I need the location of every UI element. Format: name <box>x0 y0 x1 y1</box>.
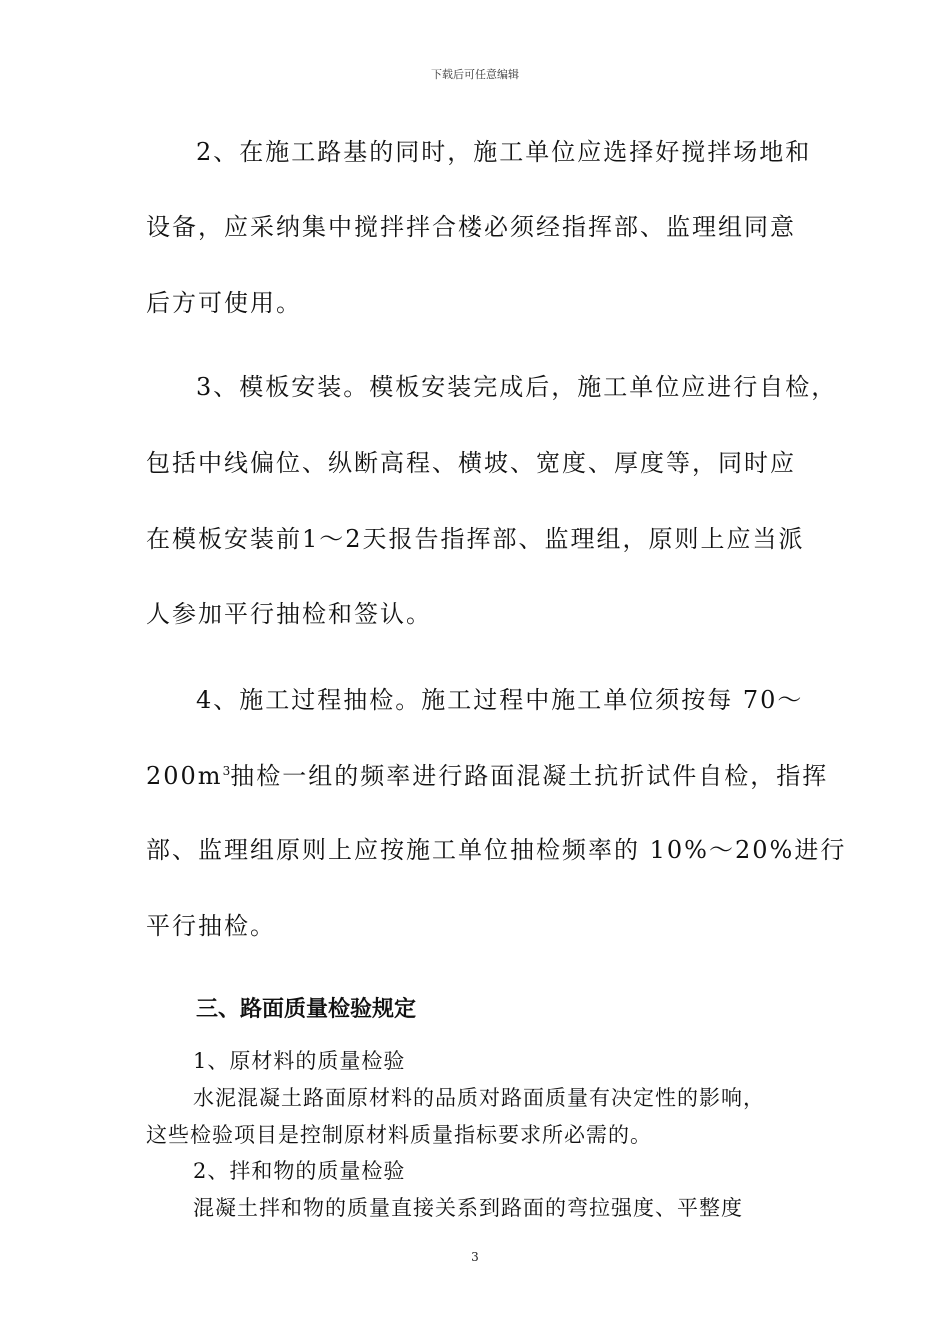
section-item-1: 1、原材料的质量检验 <box>193 1049 406 1073</box>
paragraph-3-line-3: 在模板安装前1～2天报告指挥部、监理组，原则上应当派 <box>146 525 805 553</box>
section-item-5: 混凝土拌和物的质量直接关系到路面的弯拉强度、平整度 <box>193 1196 743 1220</box>
section-heading: 三、路面质量检验规定 <box>196 997 417 1022</box>
paragraph-3-line-4: 人参加平行抽检和签认。 <box>146 600 432 628</box>
section-item-4: 2、拌和物的质量检验 <box>193 1159 406 1183</box>
paragraph-4-line-4: 平行抽检。 <box>146 912 276 940</box>
paragraph-2-line-3: 后方可使用。 <box>146 289 302 317</box>
paragraph-2-line-1: 2、在施工路基的同时，施工单位应选择好搅拌场地和 <box>196 138 812 166</box>
paragraph-4-line-2 <box>146 756 828 791</box>
section-item-3: 这些检验项目是控制原材料质量指标要求所必需的。 <box>146 1123 652 1147</box>
volume-value: 200m <box>146 762 223 790</box>
paragraph-3-line-2: 包括中线偏位、纵断高程、横坡、宽度、厚度等，同时应 <box>146 449 796 477</box>
paragraph-4-line-2-text: 抽检一组的频率进行路面混凝土抗折试件自检，指挥 <box>230 762 829 790</box>
page-number: 3 <box>471 1250 479 1264</box>
paragraph-2-line-2: 设备，应采纳集中搅拌拌合楼必须经指挥部、监理组同意 <box>146 213 796 241</box>
paragraph-3-line-1: 3、模板安装。模板安装完成后，施工单位应进行自检， <box>196 373 838 401</box>
page-header: 下载后可任意编辑 <box>431 68 519 81</box>
cubic-superscript: 3 <box>222 764 231 778</box>
section-item-2: 水泥混凝土路面原材料的品质对路面质量有决定性的影响， <box>193 1086 765 1110</box>
paragraph-4-line-1: 4、施工过程抽检。施工过程中施工单位须按每 70～ <box>196 686 804 714</box>
paragraph-4-line-3: 部、监理组原则上应按施工单位抽检频率的 10%～20%进行 <box>146 836 847 864</box>
